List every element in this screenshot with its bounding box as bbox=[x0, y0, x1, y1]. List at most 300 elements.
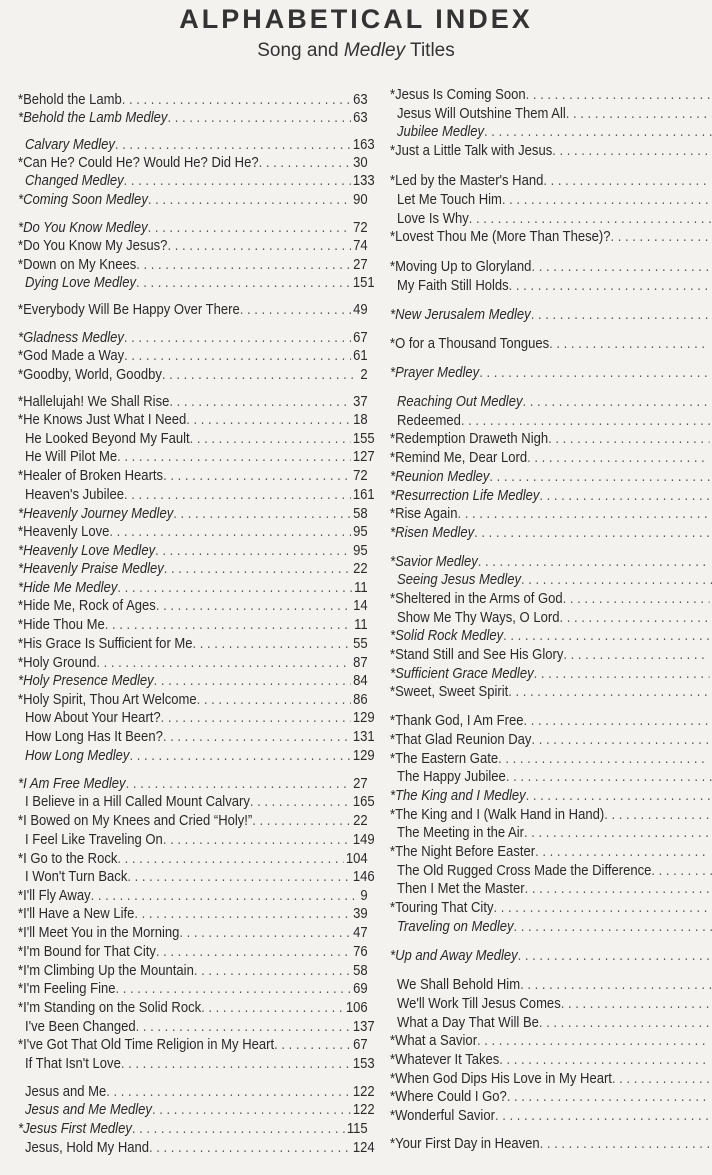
index-entry bbox=[390, 524, 712, 542]
dot-leader bbox=[250, 793, 351, 811]
index-entry bbox=[25, 448, 375, 466]
dot-leader bbox=[124, 329, 351, 347]
index-entry bbox=[18, 505, 368, 523]
entry-page-number: 61 bbox=[353, 348, 368, 364]
dot-leader bbox=[531, 731, 709, 749]
index-entry bbox=[390, 665, 712, 683]
entry-title: *When God Dips His Love in My Heart bbox=[390, 1071, 612, 1087]
entry-title: If That Isn't Love bbox=[25, 1056, 121, 1072]
index-entry bbox=[18, 812, 368, 830]
dot-leader bbox=[474, 524, 710, 542]
index-entry bbox=[18, 691, 368, 709]
entry-title: Then I Met the Master bbox=[397, 881, 525, 897]
dot-leader bbox=[477, 1032, 710, 1050]
dot-leader bbox=[503, 627, 710, 645]
entry-page-number: 63 bbox=[353, 92, 368, 108]
dot-leader bbox=[518, 947, 710, 965]
entry-title: *That Glad Reunion Day bbox=[390, 732, 532, 748]
dot-leader bbox=[563, 646, 710, 664]
dot-leader bbox=[509, 277, 712, 295]
index-entry bbox=[18, 191, 368, 209]
index-entry bbox=[397, 824, 712, 842]
dot-leader bbox=[115, 136, 351, 154]
index-entry bbox=[25, 1018, 375, 1036]
entry-page-number: 47 bbox=[353, 925, 368, 941]
index-entry bbox=[18, 393, 368, 411]
entry-title: *Whatever It Takes bbox=[390, 1052, 500, 1068]
dot-leader bbox=[117, 448, 351, 466]
index-entry bbox=[390, 306, 712, 324]
entry-page-number: 146 bbox=[352, 869, 375, 885]
entry-title: *Gladness Medley bbox=[18, 330, 124, 346]
dot-leader bbox=[124, 172, 351, 190]
entry-page-number: 122 bbox=[352, 1102, 375, 1118]
index-entry bbox=[397, 571, 712, 589]
entry-title: *I'll Meet You in the Morning bbox=[18, 925, 180, 941]
entry-title: *His Grace Is Sufficient for Me bbox=[18, 636, 193, 652]
index-entry bbox=[390, 487, 712, 505]
entry-page-number: 104 bbox=[345, 851, 368, 867]
index-entry bbox=[25, 709, 375, 727]
entry-title: *Down on My Knees bbox=[18, 257, 137, 273]
entry-page-number: 2 bbox=[360, 367, 368, 383]
entry-title: *What a Savior bbox=[390, 1033, 478, 1049]
entry-title: *Solid Rock Medley bbox=[390, 628, 504, 644]
entry-title: Let Me Touch Him bbox=[397, 192, 502, 208]
entry-page-number: 22 bbox=[353, 561, 368, 577]
dot-leader bbox=[521, 571, 712, 589]
entry-title: *Stand Still and See His Glory bbox=[390, 647, 564, 663]
entry-title: *I Bowed on My Knees and Cried “Holy!” bbox=[18, 813, 253, 829]
entry-title: *Reunion Medley bbox=[390, 469, 490, 485]
entry-page-number: 76 bbox=[353, 944, 368, 960]
entry-title: Traveling on Medley bbox=[397, 919, 514, 935]
dot-leader bbox=[520, 976, 712, 994]
entry-page-number: 161 bbox=[352, 487, 375, 503]
index-entry bbox=[18, 301, 368, 319]
dot-leader bbox=[96, 654, 351, 672]
index-entry bbox=[390, 1088, 712, 1106]
entry-title: Seeing Jesus Medley bbox=[397, 572, 522, 588]
index-entry bbox=[25, 831, 375, 849]
dot-leader bbox=[117, 579, 352, 597]
entry-page-number: 153 bbox=[352, 1056, 375, 1072]
dot-leader bbox=[167, 109, 351, 127]
dot-leader bbox=[493, 899, 709, 917]
entry-title: Calvary Medley bbox=[25, 137, 115, 153]
entry-title: *Hide Thou Me bbox=[18, 617, 105, 633]
index-entry bbox=[390, 468, 712, 486]
index-entry bbox=[397, 191, 712, 209]
dot-leader bbox=[489, 468, 709, 486]
entry-page-number: 129 bbox=[352, 748, 375, 764]
entry-page-number: 131 bbox=[352, 729, 375, 745]
dot-leader bbox=[169, 393, 351, 411]
entry-title: *Sweet, Sweet Spirit bbox=[390, 684, 509, 700]
index-entry bbox=[18, 91, 368, 109]
index-entry bbox=[390, 505, 712, 523]
dot-leader bbox=[566, 105, 712, 123]
entry-title: The Happy Jubilee bbox=[397, 769, 506, 785]
entry-title: *Hide Me, Rock of Ages bbox=[18, 598, 156, 614]
entry-title: *I'm Feeling Fine bbox=[18, 981, 116, 997]
dot-leader bbox=[152, 1101, 351, 1119]
dot-leader bbox=[535, 843, 710, 861]
dot-leader bbox=[201, 999, 344, 1017]
index-entry bbox=[18, 1120, 368, 1138]
index-entry bbox=[397, 277, 712, 295]
entry-title: *Remind Me, Dear Lord bbox=[390, 450, 528, 466]
dot-leader bbox=[126, 775, 352, 793]
dot-leader bbox=[508, 683, 710, 701]
dot-leader bbox=[106, 1083, 351, 1101]
index-entry bbox=[397, 880, 712, 898]
dot-leader bbox=[534, 665, 710, 683]
index-entry bbox=[390, 843, 712, 861]
dot-leader bbox=[540, 1135, 710, 1153]
dot-leader bbox=[156, 943, 351, 961]
dot-leader bbox=[163, 467, 351, 485]
dot-leader bbox=[164, 560, 352, 578]
dot-leader bbox=[163, 831, 351, 849]
index-entry bbox=[390, 731, 712, 749]
dot-leader bbox=[148, 191, 351, 209]
entry-title: *Risen Medley bbox=[390, 525, 475, 541]
entry-page-number: 49 bbox=[353, 302, 368, 318]
entry-title: *Everybody Will Be Happy Over There bbox=[18, 302, 240, 318]
entry-title: *Jesus Is Coming Soon bbox=[390, 87, 526, 103]
dot-leader bbox=[124, 486, 351, 504]
entry-title: *The King and I Medley bbox=[390, 788, 526, 804]
index-entry bbox=[18, 109, 368, 127]
index-entry bbox=[390, 86, 712, 104]
subtitle-post: Titles bbox=[405, 40, 455, 61]
index-entry bbox=[397, 123, 712, 141]
entry-title: *Touring That City bbox=[390, 900, 494, 916]
index-entry bbox=[390, 1032, 712, 1050]
entry-title: *The King and I (Walk Hand in Hand) bbox=[390, 807, 605, 823]
entry-page-number: 84 bbox=[353, 673, 368, 689]
index-entry bbox=[25, 1055, 375, 1073]
dot-leader bbox=[539, 1014, 712, 1032]
entry-page-number: 133 bbox=[352, 173, 375, 189]
entry-page-number: 69 bbox=[353, 981, 368, 997]
entry-title: *Goodby, World, Goodby bbox=[18, 367, 162, 383]
entry-page-number: 137 bbox=[352, 1019, 375, 1035]
dot-leader bbox=[507, 1088, 710, 1106]
entry-page-number: 149 bbox=[352, 832, 375, 848]
entry-title: *Prayer Medley bbox=[390, 365, 480, 381]
index-entry bbox=[397, 862, 712, 880]
dot-leader bbox=[155, 542, 351, 560]
entry-page-number: 63 bbox=[353, 110, 368, 126]
entry-page-number: 86 bbox=[353, 692, 368, 708]
entry-title: He Looked Beyond My Fault bbox=[25, 431, 190, 447]
dot-leader bbox=[604, 806, 710, 824]
dot-leader bbox=[552, 142, 710, 160]
entry-title: *Heavenly Journey Medley bbox=[18, 506, 174, 522]
dot-leader bbox=[561, 995, 712, 1013]
entry-title: Reaching Out Medley bbox=[397, 394, 523, 410]
index-entry bbox=[397, 609, 712, 627]
entry-title: *Wonderful Savior bbox=[390, 1108, 495, 1124]
entry-title: *New Jerusalem Medley bbox=[390, 307, 531, 323]
index-entry bbox=[18, 597, 368, 615]
entry-title: *The Night Before Easter bbox=[390, 844, 536, 860]
index-entry bbox=[18, 560, 368, 578]
dot-leader bbox=[499, 1051, 710, 1069]
dot-leader bbox=[478, 553, 710, 571]
index-entry bbox=[397, 918, 712, 936]
page-subtitle bbox=[0, 40, 712, 62]
entry-title: *Lovest Thou Me (More Than These)? bbox=[390, 229, 611, 245]
index-entry bbox=[18, 411, 368, 429]
index-entry bbox=[25, 793, 375, 811]
index-entry bbox=[25, 1101, 375, 1119]
index-entry bbox=[18, 943, 368, 961]
entry-title: I Believe in a Hill Called Mount Calvary bbox=[25, 794, 250, 810]
index-entry bbox=[18, 672, 368, 690]
index-entry bbox=[18, 887, 368, 905]
entry-title: *Healer of Broken Hearts bbox=[18, 468, 164, 484]
entry-title: We'll Work Till Jesus Comes bbox=[397, 996, 561, 1012]
entry-title: I've Been Changed bbox=[25, 1019, 136, 1035]
dot-leader bbox=[469, 210, 712, 228]
entry-page-number: 72 bbox=[353, 468, 368, 484]
index-entry bbox=[390, 364, 712, 382]
entry-title: *Holy Ground bbox=[18, 655, 97, 671]
entry-title: *I Go to the Rock bbox=[18, 851, 118, 867]
index-entry bbox=[390, 787, 712, 805]
entry-title: I Won't Turn Back bbox=[25, 869, 128, 885]
dot-leader bbox=[611, 228, 710, 246]
dot-leader bbox=[156, 597, 351, 615]
entry-title: *Savior Medley bbox=[390, 554, 478, 570]
index-entry bbox=[18, 850, 368, 868]
entry-page-number: 67 bbox=[353, 330, 368, 346]
entry-title: Heaven's Jubilee bbox=[25, 487, 124, 503]
index-entry bbox=[25, 136, 375, 154]
dot-leader bbox=[612, 1070, 710, 1088]
index-entry bbox=[397, 210, 712, 228]
index-entry bbox=[18, 523, 368, 541]
index-entry bbox=[25, 1139, 375, 1157]
entry-page-number: 22 bbox=[353, 813, 368, 829]
dot-leader bbox=[548, 430, 710, 448]
dot-leader bbox=[651, 862, 712, 880]
entry-title: The Old Rugged Cross Made the Difference bbox=[397, 863, 652, 879]
entry-page-number: 67 bbox=[353, 1037, 368, 1053]
dot-leader bbox=[190, 430, 351, 448]
entry-title: *Do You Know My Jesus? bbox=[18, 238, 168, 254]
entry-title: *Where Could I Go? bbox=[390, 1089, 507, 1105]
entry-title: *Just a Little Talk with Jesus bbox=[390, 143, 553, 159]
index-entry bbox=[390, 806, 712, 824]
dot-leader bbox=[179, 924, 351, 942]
dot-leader bbox=[173, 505, 351, 523]
entry-title: *Rise Again bbox=[390, 506, 458, 522]
index-entry bbox=[390, 258, 712, 276]
index-entry bbox=[25, 747, 375, 765]
entry-title: *Hallelujah! We Shall Rise bbox=[18, 394, 170, 410]
index-entry bbox=[25, 486, 375, 504]
entry-title: How Long Has It Been? bbox=[25, 729, 163, 745]
dot-leader bbox=[274, 1036, 351, 1054]
dot-leader bbox=[194, 962, 351, 980]
entry-page-number: 124 bbox=[352, 1140, 375, 1156]
dot-leader bbox=[136, 1018, 351, 1036]
entry-title: Dying Love Medley bbox=[25, 275, 136, 291]
index-entry bbox=[25, 728, 375, 746]
entry-page-number: 163 bbox=[352, 137, 375, 153]
index-entry bbox=[390, 899, 712, 917]
entry-title: *Coming Soon Medley bbox=[18, 192, 148, 208]
entry-title: *He Knows Just What I Need bbox=[18, 412, 187, 428]
entry-title: Love Is Why bbox=[397, 211, 469, 227]
entry-title: *Jesus First Medley bbox=[18, 1121, 132, 1137]
index-entry bbox=[18, 467, 368, 485]
entry-title: Jesus Will Outshine Them All bbox=[397, 106, 566, 122]
entry-page-number: 11 bbox=[354, 617, 368, 633]
dot-leader bbox=[132, 1120, 345, 1138]
index-entry bbox=[390, 646, 712, 664]
dot-leader bbox=[91, 887, 359, 905]
entry-page-number: 14 bbox=[353, 598, 368, 614]
entry-title: *Your First Day in Heaven bbox=[390, 1136, 540, 1152]
entry-title: *Sheltered in the Arms of God bbox=[390, 591, 563, 607]
entry-title: *I'm Standing on the Solid Rock bbox=[18, 1000, 202, 1016]
index-entry bbox=[390, 172, 712, 190]
dot-leader bbox=[531, 258, 709, 276]
entry-title: What a Day That Will Be bbox=[397, 1015, 539, 1031]
entry-title: I Feel Like Traveling On bbox=[25, 832, 163, 848]
index-entry bbox=[397, 412, 712, 430]
index-entry bbox=[18, 924, 368, 942]
entry-title: *The Eastern Gate bbox=[390, 751, 499, 767]
entry-title: *I'm Climbing Up the Mountain bbox=[18, 963, 194, 979]
dot-leader bbox=[543, 172, 709, 190]
dot-leader bbox=[514, 918, 712, 936]
index-entry bbox=[390, 1135, 712, 1153]
entry-page-number: 74 bbox=[353, 238, 368, 254]
index-entry bbox=[18, 980, 368, 998]
index-entry bbox=[390, 947, 712, 965]
dot-leader bbox=[559, 609, 712, 627]
dot-leader bbox=[549, 335, 710, 353]
entry-title: How About Your Heart? bbox=[25, 710, 161, 726]
dot-leader bbox=[240, 301, 352, 319]
dot-leader bbox=[526, 787, 710, 805]
dot-leader bbox=[252, 812, 351, 830]
dot-leader bbox=[116, 980, 352, 998]
dot-leader bbox=[154, 672, 352, 690]
entry-title: Redeemed bbox=[397, 413, 461, 429]
index-entry bbox=[25, 430, 375, 448]
entry-page-number: 122 bbox=[352, 1084, 375, 1100]
dot-leader bbox=[524, 824, 712, 842]
entry-page-number: 58 bbox=[353, 963, 368, 979]
index-entry bbox=[390, 1051, 712, 1069]
entry-title: *Redemption Draweth Nigh bbox=[390, 431, 549, 447]
dot-leader bbox=[527, 449, 710, 467]
entry-title: My Faith Still Holds bbox=[397, 278, 509, 294]
dot-leader bbox=[259, 154, 352, 172]
index-entry bbox=[18, 775, 368, 793]
index-entry bbox=[390, 142, 712, 160]
entry-page-number: 151 bbox=[352, 275, 375, 291]
entry-title: How Long Medley bbox=[25, 748, 130, 764]
entry-title: *Sufficient Grace Medley bbox=[390, 666, 534, 682]
entry-page-number: 72 bbox=[353, 220, 368, 236]
page-title: ALPHABETICAL INDEX bbox=[179, 4, 533, 34]
subtitle-italic: Medley bbox=[343, 40, 406, 61]
dot-leader bbox=[186, 411, 351, 429]
index-entry bbox=[397, 976, 712, 994]
index-entry bbox=[397, 1014, 712, 1032]
dot-leader bbox=[502, 191, 712, 209]
entry-title: Jesus and Me Medley bbox=[25, 1102, 152, 1118]
dot-leader bbox=[498, 750, 710, 768]
entry-page-number: 27 bbox=[353, 257, 368, 273]
entry-title: *Heavenly Love Medley bbox=[18, 543, 156, 559]
index-entry bbox=[390, 553, 712, 571]
index-entry bbox=[397, 393, 712, 411]
subtitle-pre: Song and bbox=[257, 40, 344, 61]
index-entry bbox=[390, 683, 712, 701]
dot-leader bbox=[105, 616, 352, 634]
index-entry bbox=[390, 1107, 712, 1125]
index-entry bbox=[18, 329, 368, 347]
index-entry bbox=[390, 590, 712, 608]
dot-leader bbox=[149, 1139, 351, 1157]
entry-title: *I'll Fly Away bbox=[18, 888, 91, 904]
dot-leader bbox=[122, 91, 352, 109]
index-entry bbox=[18, 256, 368, 274]
entry-title: *I've Got That Old Time Religion in My Heart bbox=[18, 1037, 275, 1053]
index-entry bbox=[390, 627, 712, 645]
index-entry bbox=[25, 172, 375, 190]
entry-title: He Will Pilot Me bbox=[25, 449, 118, 465]
entry-title: Jesus and Me bbox=[25, 1084, 107, 1100]
index-entry bbox=[18, 154, 368, 172]
entry-title: *O for a Thousand Tongues bbox=[390, 336, 550, 352]
entry-title: *Hide Me Medley bbox=[18, 580, 118, 596]
index-entry bbox=[18, 962, 368, 980]
entry-page-number: 127 bbox=[352, 449, 375, 465]
entry-page-number: 18 bbox=[353, 412, 368, 428]
index-entry bbox=[18, 905, 368, 923]
index-entry bbox=[18, 635, 368, 653]
index-entry bbox=[390, 228, 712, 246]
dot-leader bbox=[526, 86, 710, 104]
dot-leader bbox=[484, 123, 712, 141]
dot-leader bbox=[461, 412, 712, 430]
entry-page-number: 106 bbox=[345, 1000, 368, 1016]
entry-page-number: 30 bbox=[353, 155, 368, 171]
entry-page-number: 95 bbox=[353, 524, 368, 540]
entry-page-number: 39 bbox=[353, 906, 368, 922]
dot-leader bbox=[525, 880, 712, 898]
index-entry bbox=[397, 105, 712, 123]
entry-title: *Up and Away Medley bbox=[390, 948, 518, 964]
dot-leader bbox=[197, 691, 352, 709]
index-entry bbox=[18, 542, 368, 560]
index-entry bbox=[390, 712, 712, 730]
entry-title: We Shall Behold Him bbox=[397, 977, 521, 993]
dot-leader bbox=[163, 728, 351, 746]
dot-leader bbox=[457, 505, 709, 523]
entry-page-number: 87 bbox=[353, 655, 368, 671]
